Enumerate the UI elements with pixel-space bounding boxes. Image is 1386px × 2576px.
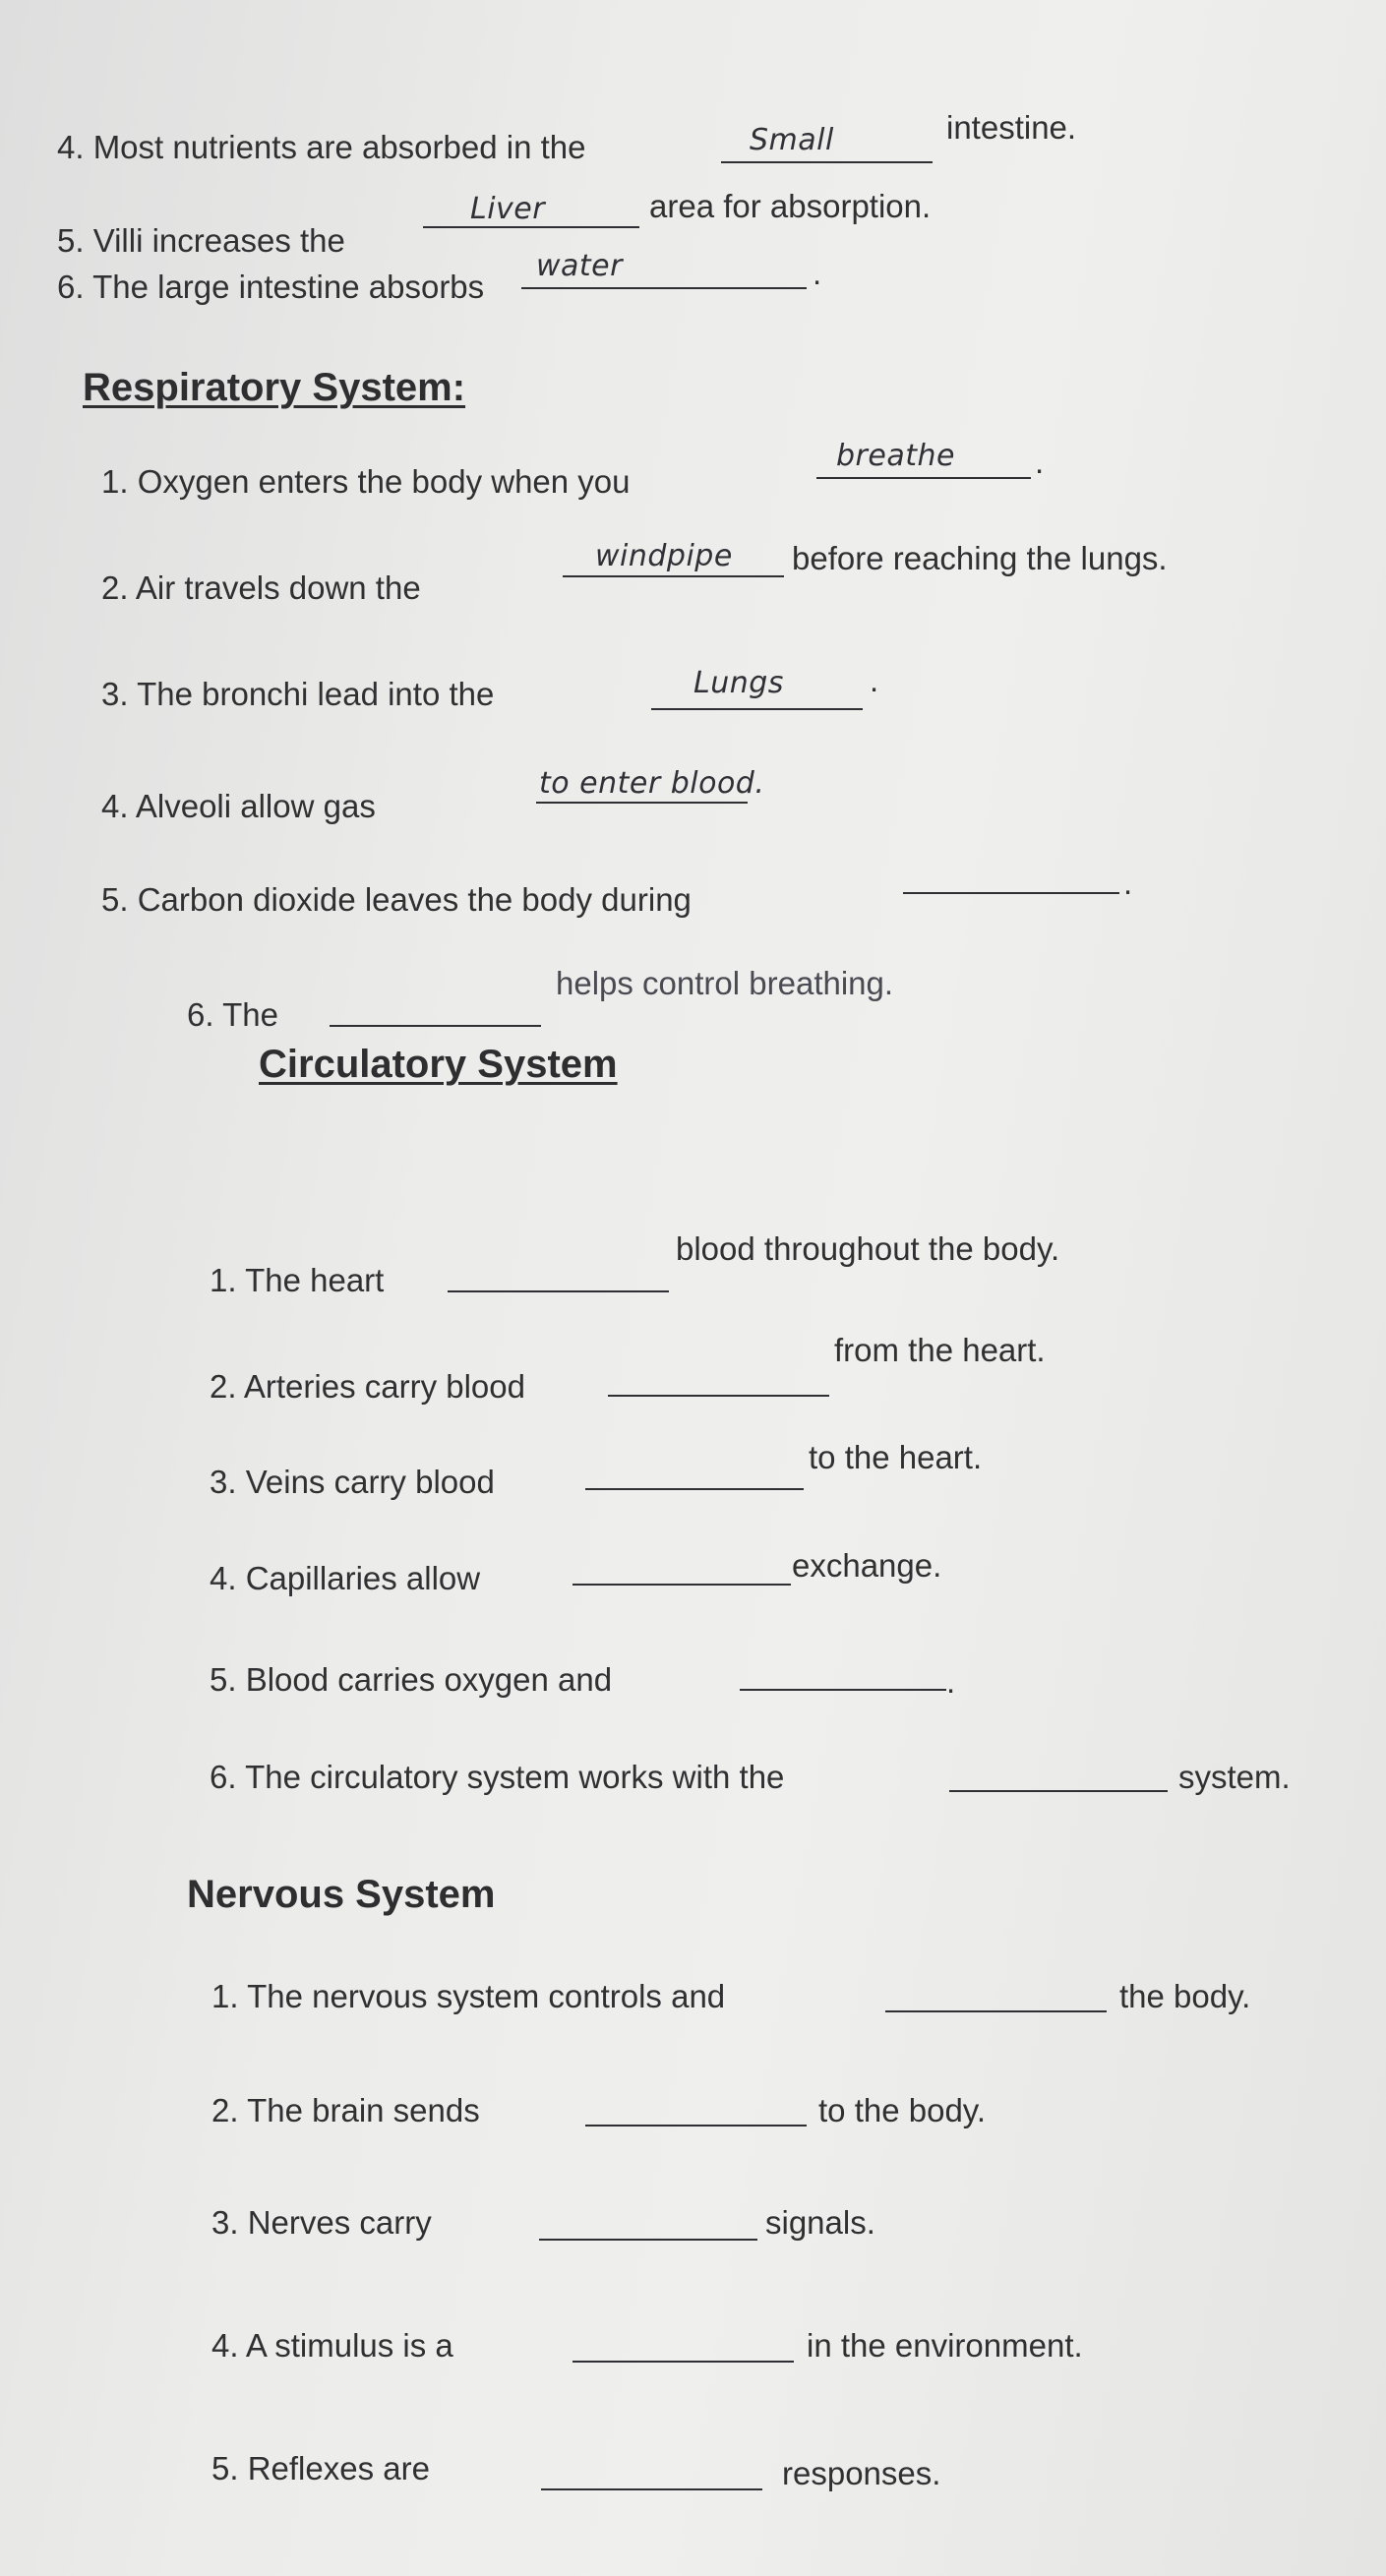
question-text-end: helps control breathing. <box>556 965 894 1001</box>
question-text: 4. Alveoli allow gas <box>101 788 376 824</box>
question-text: 6. The large intestine absorbs <box>57 269 485 305</box>
question-text-end: . <box>813 255 822 291</box>
question-text: 4. Capillaries allow <box>210 1560 481 1596</box>
handwritten-answer: Liver <box>470 192 546 226</box>
answer-blank[interactable] <box>585 2125 807 2127</box>
question-text: 5. Reflexes are <box>211 2450 430 2486</box>
answer-blank[interactable] <box>903 892 1119 894</box>
question-text-end: area for absorption. <box>649 188 932 224</box>
answer-blank[interactable] <box>608 1395 829 1397</box>
answer-blank[interactable] <box>536 802 748 804</box>
answer-blank[interactable] <box>448 1290 669 1292</box>
answer-blank[interactable] <box>651 708 863 710</box>
question-text-end: . <box>1035 444 1045 480</box>
answer-blank[interactable] <box>949 1790 1168 1792</box>
question-text-end: . <box>1123 865 1133 901</box>
question-text-end: exchange. <box>792 1547 942 1584</box>
question-text-end: responses. <box>782 2455 941 2491</box>
handwritten-answer: windpipe <box>595 539 733 573</box>
question-text: 1. The heart <box>210 1262 385 1298</box>
answer-blank[interactable] <box>330 1025 541 1027</box>
question-text: 2. Air travels down the <box>101 569 421 606</box>
answer-blank[interactable] <box>521 287 807 289</box>
question-text-end: in the environment. <box>807 2327 1083 2364</box>
question-text-end: from the heart. <box>834 1332 1046 1368</box>
answer-blank[interactable] <box>423 226 639 228</box>
question-text: 1. Oxygen enters the body when you <box>101 463 631 500</box>
answer-blank[interactable] <box>740 1689 946 1691</box>
question-text-end: before reaching the lungs. <box>792 540 1168 576</box>
question-text-end: . <box>870 662 879 698</box>
answer-blank[interactable] <box>816 477 1031 479</box>
answer-blank[interactable] <box>563 575 784 577</box>
question-text: 2. The brain sends <box>211 2092 480 2128</box>
question-text: 2. Arteries carry blood <box>210 1368 525 1405</box>
handwritten-answer: water <box>536 249 623 283</box>
question-text: 3. The bronchi lead into the <box>101 676 495 712</box>
question-text: 5. Blood carries oxygen and <box>210 1661 613 1698</box>
question-text: 4. Most nutrients are absorbed in the <box>57 129 586 165</box>
question-text-end: to the body. <box>818 2092 987 2128</box>
answer-blank[interactable] <box>885 2010 1107 2012</box>
question-text: 5. Villi increases the <box>57 222 345 259</box>
circulatory-heading: Circulatory System <box>259 1043 618 1086</box>
handwritten-answer: to enter blood. <box>539 766 765 801</box>
question-text: 3. Nerves carry <box>211 2204 432 2241</box>
handwritten-answer: Lungs <box>693 666 784 700</box>
question-text-end: signals. <box>765 2204 875 2241</box>
question-text-end: the body. <box>1119 1978 1251 2014</box>
handwritten-answer: Small <box>750 123 834 157</box>
answer-blank[interactable] <box>572 2361 794 2363</box>
question-text: 5. Carbon dioxide leaves the body during <box>101 881 692 918</box>
answer-blank[interactable] <box>585 1488 804 1490</box>
respiratory-heading: Respiratory System: <box>83 366 466 409</box>
question-text-end: intestine. <box>946 109 1077 146</box>
answer-blank[interactable] <box>721 161 933 163</box>
question-text-end: system. <box>1178 1759 1291 1795</box>
question-text: 6. The <box>187 996 278 1033</box>
question-text: 3. Veins carry blood <box>210 1464 495 1500</box>
answer-blank[interactable] <box>539 2239 757 2241</box>
question-text-end: blood throughout the body. <box>676 1230 1060 1267</box>
question-text-end: to the heart. <box>809 1439 983 1475</box>
question-text: 6. The circulatory system works with the <box>210 1759 785 1795</box>
question-text: 1. The nervous system controls and <box>211 1978 726 2014</box>
question-text: 4. A stimulus is a <box>211 2327 453 2364</box>
handwritten-answer: breathe <box>836 439 955 473</box>
question-text-end: . <box>946 1663 956 1700</box>
nervous-heading: Nervous System <box>187 1873 496 1916</box>
answer-blank[interactable] <box>572 1584 791 1586</box>
answer-blank[interactable] <box>541 2488 762 2490</box>
